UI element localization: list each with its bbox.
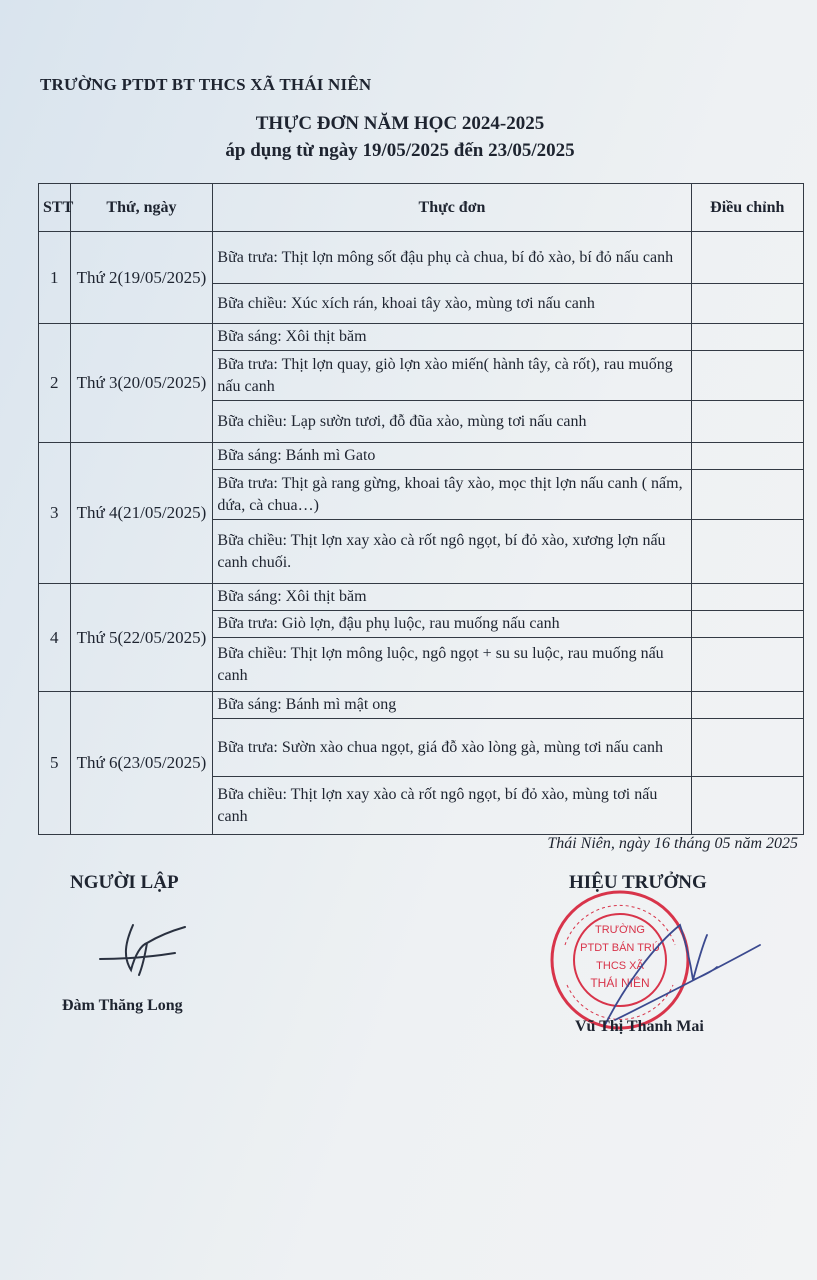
row-stt: 5 (39, 692, 71, 835)
meal-cell: Bữa sáng: Bánh mì Gato (213, 443, 691, 470)
menu-table (38, 183, 804, 835)
header-adjust: Điều chỉnh (691, 184, 803, 232)
seal-line-3: THCS XÃ (596, 960, 644, 972)
adjust-cell (691, 719, 803, 777)
row-stt: 2 (39, 324, 71, 443)
principal-name: Vũ Thị Thanh Mai (575, 1018, 704, 1035)
adjust-cell (691, 777, 803, 835)
adjust-cell (691, 692, 803, 719)
table-header-row (39, 184, 804, 232)
row-stt: 4 (39, 584, 71, 692)
row-day: Thứ 3(20/05/2025) (70, 324, 213, 443)
document-subtitle: áp dụng từ ngày 19/05/2025 đến 23/05/2025 (225, 140, 575, 161)
header-menu: Thực đơn (213, 184, 691, 232)
meal-cell: Bữa chiều: Thịt lợn xay xào cà rốt ngô ngọt, bí đỏ xào, xương lợn nấu canh chuối. (213, 520, 691, 584)
table-row (39, 443, 804, 470)
header-stt: STT (39, 184, 71, 232)
principal-title: HIỆU TRƯỞNG (569, 872, 707, 893)
meal-cell: Bữa trưa: Giò lợn, đậu phụ luộc, rau muống nấu canh (213, 611, 691, 638)
row-stt: 1 (39, 232, 71, 324)
adjust-cell (691, 324, 803, 351)
school-name: TRƯỜNG PTDT BT THCS XÃ THÁI NIÊN (40, 75, 372, 94)
adjust-cell (691, 232, 803, 284)
adjust-cell (691, 520, 803, 584)
seal-line-1: TRƯỜNG (595, 924, 645, 936)
meal-cell: Bữa trưa: Thịt gà rang gừng, khoai tây xào, mọc thịt lợn nấu canh ( nấm, dứa, cà chua…) (213, 470, 691, 520)
adjust-cell (691, 638, 803, 692)
adjust-cell (691, 470, 803, 520)
adjust-cell (691, 351, 803, 401)
adjust-cell (691, 284, 803, 324)
row-day: Thứ 6(23/05/2025) (70, 692, 213, 835)
adjust-cell (691, 611, 803, 638)
meal-cell: Bữa chiều: Lạp sườn tươi, đỗ đũa xào, mùng tơi nấu canh (213, 401, 691, 443)
table-row (39, 584, 804, 611)
table-row (39, 324, 804, 351)
preparer-title: NGƯỜI LẬP (70, 872, 179, 893)
preparer-signature (95, 915, 205, 985)
table-row (39, 692, 804, 719)
document-title: THỰC ĐƠN NĂM HỌC 2024-2025 (255, 113, 545, 134)
seal-line-4: THÁI NIÊN (590, 976, 650, 990)
adjust-cell (691, 443, 803, 470)
meal-cell: Bữa chiều: Xúc xích rán, khoai tây xào, mùng tơi nấu canh (213, 284, 691, 324)
meal-cell: Bữa chiều: Thịt lợn mông luộc, ngô ngọt + su su luộc, rau muống nấu canh (213, 638, 691, 692)
principal-signature (585, 905, 785, 1035)
meal-cell: Bữa trưa: Sườn xào chua ngọt, giá đỗ xào lòng gà, mùng tơi nấu canh (213, 719, 691, 777)
meal-cell: Bữa trưa: Thịt lợn quay, giò lợn xào miến( hành tây, cà rốt), rau muống nấu canh (213, 351, 691, 401)
signing-date: Thái Niên, ngày 16 tháng 05 năm 2025 (547, 835, 798, 852)
meal-cell: Bữa sáng: Xôi thịt băm (213, 324, 691, 351)
meal-cell: Bữa trưa: Thịt lợn mông sốt đậu phụ cà chua, bí đỏ xào, bí đỏ nấu canh (213, 232, 691, 284)
row-day: Thứ 2(19/05/2025) (70, 232, 213, 324)
preparer-name: Đàm Thăng Long (62, 997, 183, 1014)
seal-line-2: PTDT BÁN TRÚ (580, 942, 660, 954)
table-row (39, 232, 804, 284)
adjust-cell (691, 584, 803, 611)
meal-cell: Bữa sáng: Xôi thịt băm (213, 584, 691, 611)
meal-cell: Bữa chiều: Thịt lợn xay xào cà rốt ngô ngọt, bí đỏ xào, mùng tơi nấu canh (213, 777, 691, 835)
row-stt: 3 (39, 443, 71, 584)
row-day: Thứ 4(21/05/2025) (70, 443, 213, 584)
meal-cell: Bữa sáng: Bánh mì mật ong (213, 692, 691, 719)
header-day: Thứ, ngày (70, 184, 213, 232)
row-day: Thứ 5(22/05/2025) (70, 584, 213, 692)
adjust-cell (691, 401, 803, 443)
